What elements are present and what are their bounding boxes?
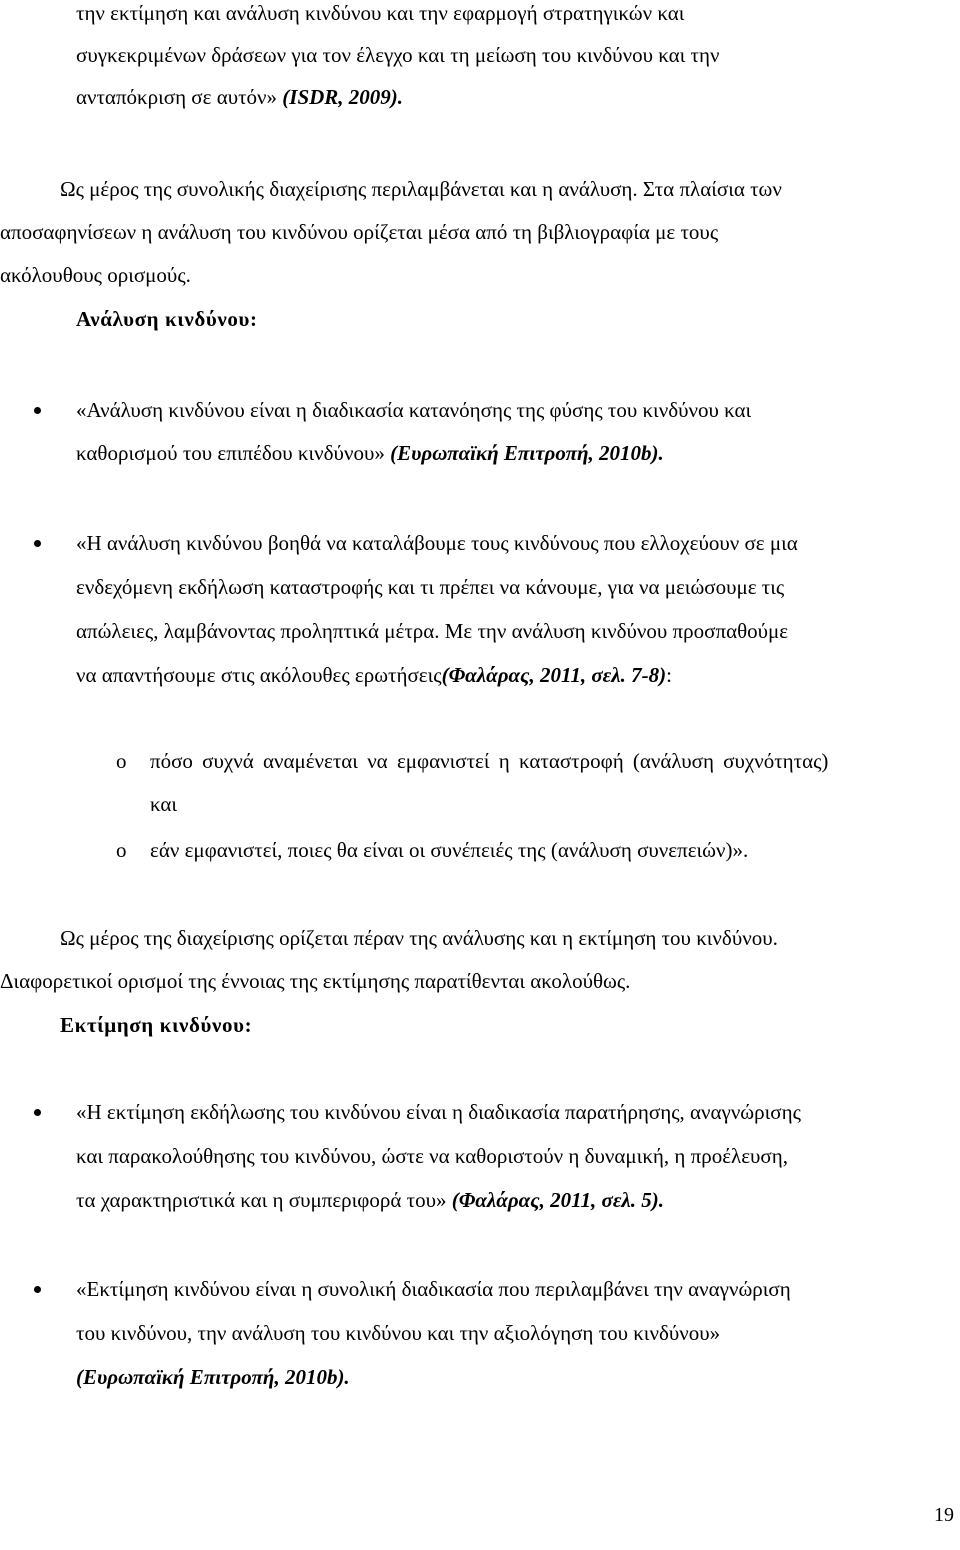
intro-line-2: συγκεκριμένων δράσεων για τον έλεγχο και τη μείωση του κινδύνου και την: [76, 43, 720, 67]
analysis-item-1-text: καθορισμού του επιπέδου κινδύνου»: [76, 441, 391, 465]
assessment-item-1-text: τα χαρακτηριστικά και η συμπεριφορά του»: [76, 1188, 452, 1212]
bullet-icon: [34, 1286, 41, 1293]
analysis-item-2-text: να απαντήσουμε στις ακόλουθες ερωτήσεις: [76, 663, 442, 687]
subitem-2-line-1: εάν εμφανιστεί, ποιες θα είναι οι συνέπειές της (ανάλυση συνεπειών)».: [150, 838, 749, 862]
subitem-1-line-1: πόσο συχνά αναμένεται να εμφανιστεί η καταστροφή (ανάλυση συχνότητας): [150, 749, 829, 773]
assessment-item-2-line-1: «Εκτίμηση κινδύνου είναι η συνολική διαδικασία που περιλαμβάνει την αναγνώριση: [76, 1277, 791, 1301]
analysis-item-2-line-3: απώλειες, λαμβάνοντας προληπτικά μέτρα. Με την ανάλυση κινδύνου προσπαθούμε: [76, 619, 789, 643]
para1-line-2: αποσαφηνίσεων η ανάλυση του κινδύνου ορίζεται μέσα από τη βιβλιογραφία με τους: [0, 220, 719, 244]
page-number: 19: [934, 1504, 954, 1526]
analysis-item-1-line-2: [76, 440, 664, 466]
bullet-icon: [34, 1109, 41, 1116]
citation: (Ευρωπαϊκή Επιτροπή, 2010b).: [76, 1365, 350, 1389]
citation: (Ευρωπαϊκή Επιτροπή, 2010b).: [390, 441, 664, 465]
intro-line-1: την εκτίμηση και ανάλυση κινδύνου και την εφαρμογή στρατηγικών και: [76, 1, 685, 25]
analysis-item-2-line-1: «Η ανάλυση κινδύνου βοηθά να καταλάβουμε τους κινδύνους που ελλοχεύουν σε μια: [76, 531, 798, 555]
citation: (Φαλάρας, 2011, σελ. 7-8): [441, 663, 667, 687]
sub-bullet-icon: o: [116, 749, 127, 773]
sub-bullet-icon: o: [116, 838, 127, 862]
analysis-item-2-line-4: [76, 662, 672, 688]
section-heading-analysis: Ανάλυση κινδύνου:: [76, 307, 258, 331]
intro-line-3: [76, 84, 403, 110]
analysis-item-2-colon: :: [666, 663, 672, 687]
assessment-item-1-line-2: και παρακολούθησης του κινδύνου, ώστε να καθοριστούν η δυναμική, η προέλευση,: [76, 1144, 788, 1168]
bullet-icon: [34, 540, 41, 547]
para1-line-1: Ως μέρος της συνολικής διαχείρισης περιλαμβάνεται και η ανάλυση. Στα πλαίσια των: [60, 177, 782, 201]
analysis-item-2-line-2: ενδεχόμενη εκδήλωση καταστροφής και τι πρέπει να κάνουμε, για να μειώσουμε τις: [76, 575, 785, 599]
citation: (Φαλάρας, 2011, σελ. 5).: [451, 1188, 664, 1212]
assessment-item-1-line-3: [76, 1187, 664, 1213]
intro-text: ανταπόκριση σε αυτόν»: [76, 85, 283, 109]
para1-line-3: ακόλουθους ορισμούς.: [0, 263, 191, 287]
analysis-item-1-line-1: «Ανάλυση κινδύνου είναι η διαδικασία κατανόησης της φύσης του κινδύνου και: [76, 398, 752, 422]
section-heading-assessment: Εκτίμηση κινδύνου:: [60, 1013, 253, 1037]
subitem-1-line-2: και: [150, 792, 178, 816]
assessment-item-2-line-2: του κινδύνου, την ανάλυση του κινδύνου και την αξιολόγηση του κινδύνου»: [76, 1321, 721, 1345]
bullet-icon: [34, 407, 41, 414]
assessment-item-1-line-1: «Η εκτίμηση εκδήλωσης του κινδύνου είναι η διαδικασία παρατήρησης, αναγνώρισης: [76, 1100, 801, 1124]
para2-line-2: Διαφορετικοί ορισμοί της έννοιας της εκτίμησης παρατίθενται ακολούθως.: [0, 969, 631, 993]
citation: (ISDR, 2009).: [282, 85, 404, 109]
para2-line-1: Ως μέρος της διαχείρισης ορίζεται πέραν της ανάλυσης και η εκτίμηση του κινδύνου.: [60, 926, 778, 950]
